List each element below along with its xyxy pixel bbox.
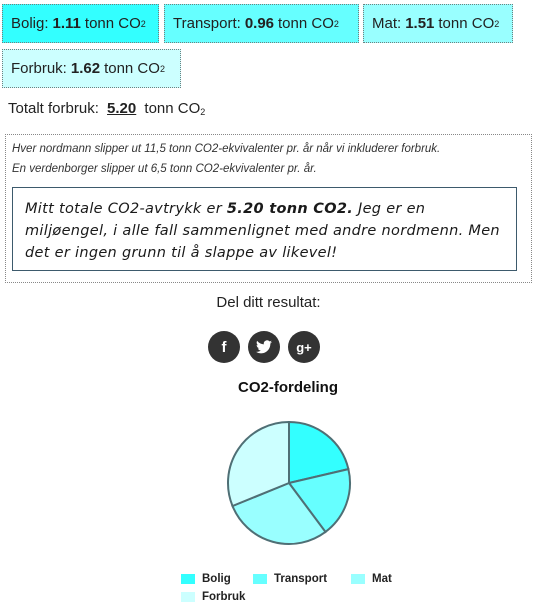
legend-label: Bolig bbox=[202, 573, 231, 585]
box-value: 1.51 bbox=[405, 15, 435, 32]
box-forbruk bbox=[2, 49, 181, 88]
co2-pie-chart bbox=[133, 369, 443, 615]
box-value: 0.96 bbox=[244, 15, 275, 32]
share-label: Del ditt resultat: bbox=[216, 294, 321, 311]
facebook-button[interactable] bbox=[208, 331, 240, 363]
box-label: Mat: bbox=[372, 15, 402, 32]
info-line-2: En verdenborger slipper ut 6,5 tonn CO2-ekvivalenter pr. år. bbox=[12, 163, 317, 175]
box-unit-sub: 2 bbox=[494, 18, 500, 29]
legend-label: Transport bbox=[274, 573, 328, 585]
pie-svg bbox=[133, 409, 443, 599]
box-unit-sub: 2 bbox=[140, 18, 146, 29]
legend-item-forbruk bbox=[181, 591, 245, 603]
google-plus-icon: g+ bbox=[296, 339, 312, 355]
box-unit: tonn CO bbox=[438, 15, 495, 32]
total-label: Totalt forbruk: bbox=[8, 100, 99, 117]
box-unit-sub: 2 bbox=[159, 63, 165, 74]
result-quote bbox=[12, 187, 517, 271]
twitter-button[interactable] bbox=[248, 331, 280, 363]
chart-title: CO2-fordeling bbox=[238, 379, 338, 396]
legend-swatch bbox=[181, 574, 195, 584]
legend-swatch bbox=[181, 592, 195, 602]
box-unit: tonn CO bbox=[84, 15, 141, 32]
total-unit-sub: 2 bbox=[200, 107, 206, 117]
box-value: 1.62 bbox=[70, 60, 101, 77]
twitter-icon bbox=[256, 340, 272, 354]
box-label: Transport: bbox=[173, 15, 241, 32]
quote-post: Jeg er en miljøengel, i alle fall sammenlignet med andre nordmenn. Men det er ingen grunn til å slappe av likevel! bbox=[25, 201, 500, 261]
legend-swatch bbox=[253, 574, 267, 584]
box-bolig bbox=[2, 4, 159, 43]
quote-bold: 5.20 tonn CO2. bbox=[226, 201, 354, 217]
box-value: 1.11 bbox=[52, 15, 81, 32]
legend-item-bolig bbox=[181, 573, 231, 585]
box-unit-sub: 2 bbox=[333, 18, 339, 29]
legend-swatch bbox=[351, 574, 365, 584]
box-transport bbox=[164, 4, 359, 43]
legend-item-mat bbox=[351, 573, 392, 585]
facebook-icon: f bbox=[221, 338, 227, 356]
box-label: Bolig: bbox=[11, 15, 49, 32]
box-mat bbox=[363, 4, 513, 43]
info-line-1: Hver nordmann slipper ut 11,5 tonn CO2-ekvivalenter pr. år når vi inkluderer forbruk. bbox=[12, 143, 441, 155]
info-panel bbox=[5, 134, 532, 283]
legend-label: Mat bbox=[372, 573, 392, 585]
box-unit: tonn CO bbox=[278, 15, 334, 32]
total-line bbox=[8, 100, 205, 117]
total-unit: tonn CO bbox=[144, 100, 201, 117]
quote-pre: Mitt totale CO2-avtrykk er bbox=[25, 201, 227, 217]
box-unit: tonn CO bbox=[104, 60, 160, 77]
legend-label: Forbruk bbox=[202, 591, 246, 603]
total-value: 5.20 bbox=[107, 100, 137, 117]
box-label: Forbruk: bbox=[11, 60, 67, 77]
google-plus-button[interactable] bbox=[288, 331, 320, 363]
legend-item-transport bbox=[253, 573, 327, 585]
